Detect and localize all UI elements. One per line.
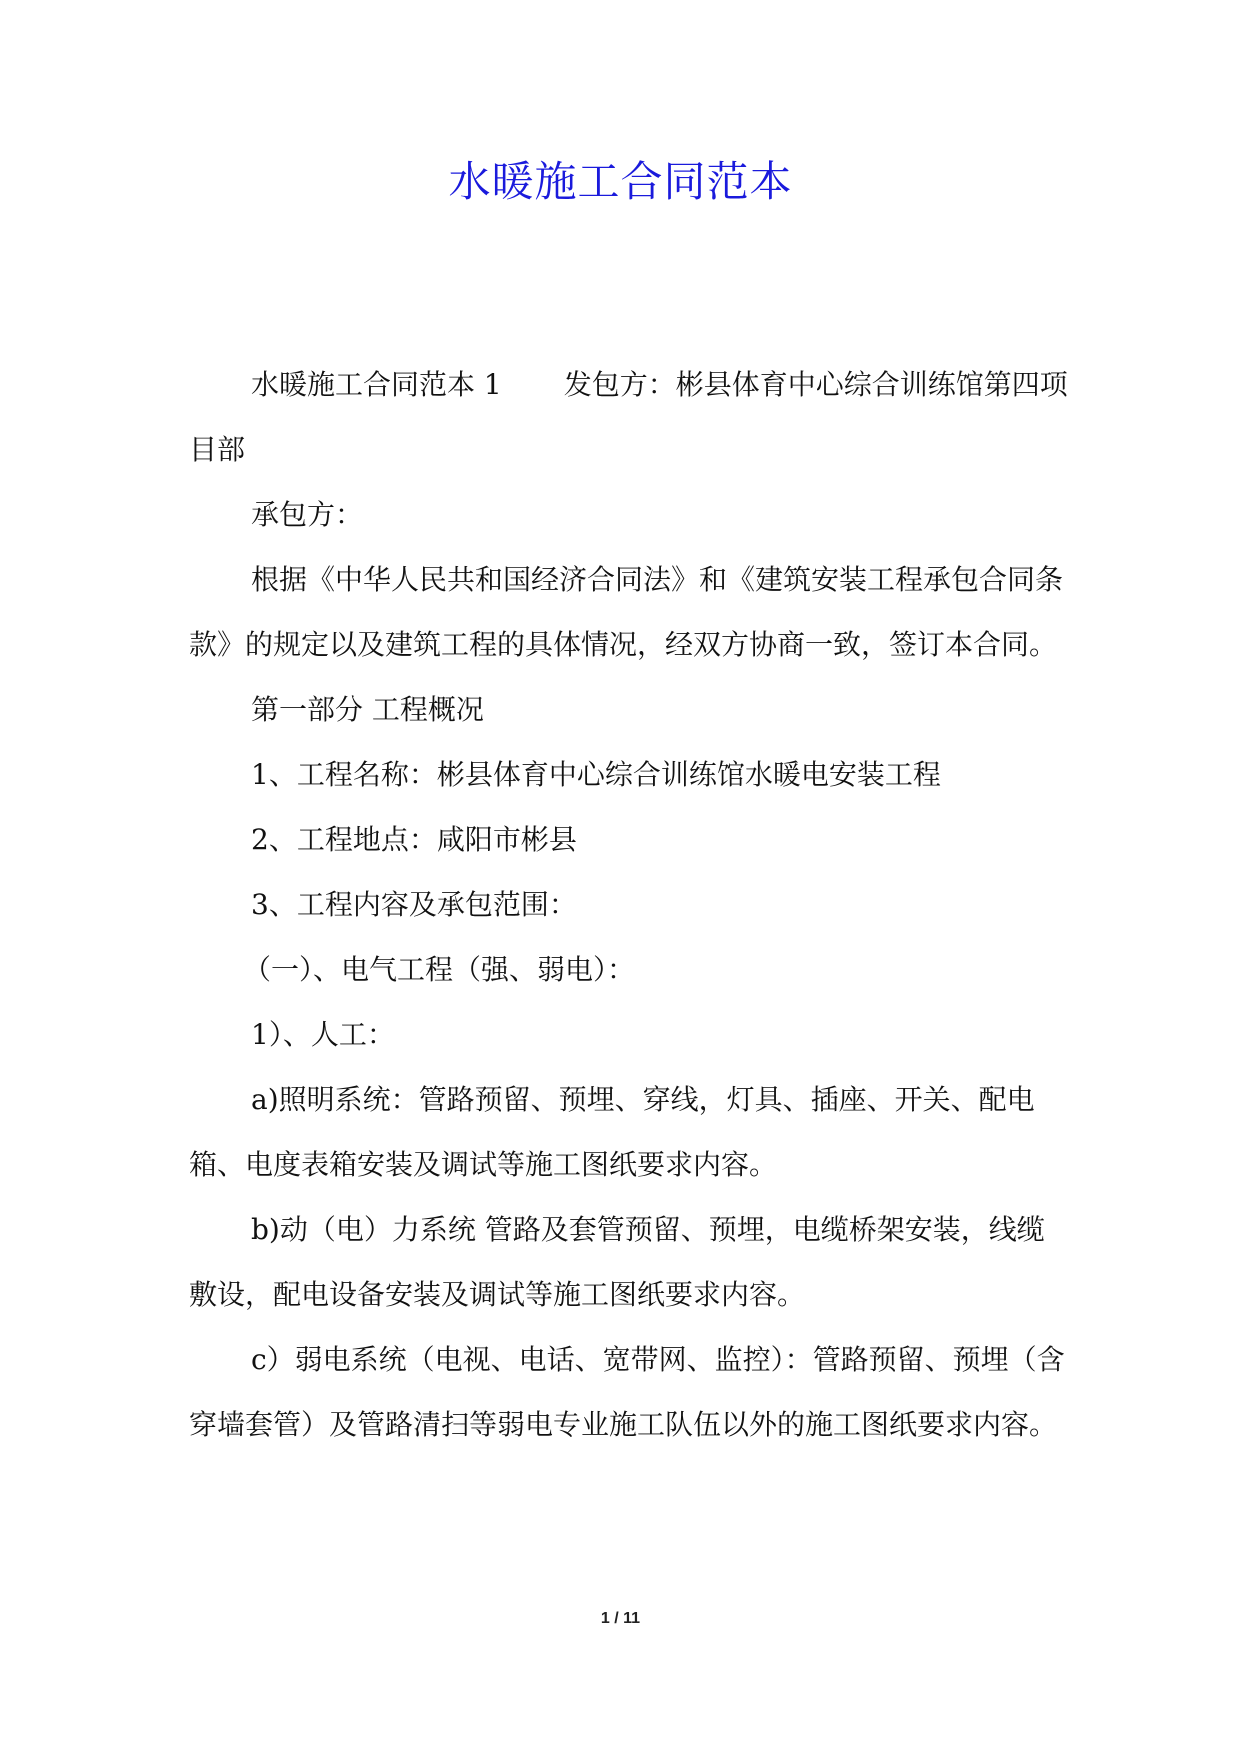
- paragraph-labor: 1）、人工：: [251, 1018, 395, 1051]
- paragraph-project-location: 2、工程地点：咸阳市彬县: [251, 823, 577, 856]
- paragraph-low-voltage: c）弱电系统（电视、电话、宽带网、监控）：管路预留、预埋（含穿墙套管）及管路清扫等弱电专业施工队伍以外的施工图纸要求内容。: [189, 1343, 1065, 1441]
- document-body: [189, 352, 1069, 1457]
- contract-heading-inline: 水暖施工合同范本 1: [251, 368, 502, 401]
- paragraph-lighting: a)照明系统：管路预留、预埋、穿线，灯具、插座、开关、配电箱、电度表箱安装及调试等施工图纸要求内容。: [189, 1083, 1035, 1181]
- page-number: 1 / 11: [600, 1610, 641, 1627]
- paragraph-project-name: 1、工程名称：彬县体育中心综合训练馆水暖电安装工程: [251, 758, 941, 791]
- paragraph-basis: 根据《中华人民共和国经济合同法》和《建筑安装工程承包合同条款》的规定以及建筑工程的具体情况，经双方协商一致，签订本合同。: [189, 563, 1064, 661]
- document-title: 水暖施工合同范本: [448, 157, 793, 206]
- paragraph-electrical: （一）、电气工程（强、弱电）：: [243, 953, 636, 986]
- paragraph-scope: 3、工程内容及承包范围：: [251, 888, 577, 921]
- paragraph-parties: [189, 352, 1069, 482]
- employer-line: 发包方：彬县体育中心综合训练馆第四项目部: [189, 368, 1068, 466]
- paragraph-contractor: 承包方：: [251, 498, 364, 531]
- paragraph-power: b)动（电）力系统 管路及套管预留、预埋，电缆桥架安装，线缆敷设，配电设备安装及调试等施工图纸要求内容。: [189, 1213, 1045, 1311]
- section-heading-overview: 第一部分 工程概况: [251, 693, 484, 726]
